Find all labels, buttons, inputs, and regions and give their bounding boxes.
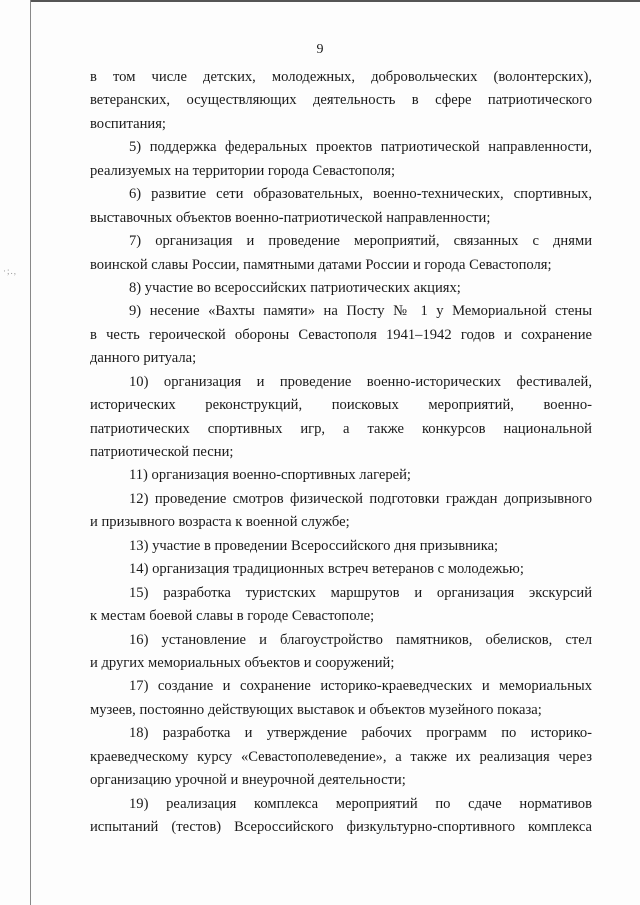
text-line: 18) разработка и утверждение рабочих программ по историко- <box>129 725 592 742</box>
text-line: в том числе детских, молодежных, добровольческих (волонтерских), <box>90 69 592 85</box>
text-line: и призывного возраста к военной службе; <box>90 514 350 531</box>
text-line: 10) организация и проведение военно-исторических фестивалей, <box>129 373 592 390</box>
text-line: к местам боевой славы в городе Севастополе; <box>90 608 375 625</box>
text-line: 5) поддержка федеральных проектов патриотической направленности, <box>129 139 592 156</box>
text-line: воспитания; <box>90 115 166 132</box>
text-line: данного ритуала; <box>90 350 197 367</box>
page-number: 9 <box>316 42 324 57</box>
text-line: музеев, постоянно действующих выставок и объектов музейного показа; <box>90 701 542 718</box>
text-line: 12) проведение смотров физической подготовки граждан допризывного <box>129 490 592 507</box>
text-line: ветеранских, осуществляющих деятельность в сфере патриотического <box>90 92 592 109</box>
text-line: 14) организация традиционных встреч ветеранов с молодежью; <box>129 561 524 578</box>
text-line: 15) разработка туристских маршрутов и организация экскурсий <box>129 584 592 601</box>
text-line: организацию урочной и внеурочной деятельности; <box>90 772 406 789</box>
text-line: реализуемых на территории города Севастополя; <box>90 162 396 179</box>
text-line: 19) реализация комплекса мероприятий по сдаче нормативов <box>129 795 592 812</box>
text-line: выставочных объектов военно-патриотической направленности; <box>90 209 491 226</box>
document-body <box>90 66 592 839</box>
text-line: воинской славы России, памятными датами России и города Севастополя; <box>90 256 552 273</box>
text-line: краеведческому курсу «Севастополеведение», а также их реализация через <box>90 748 592 765</box>
text-line: 9) несение «Вахты памяти» на Посту № 1 у Мемориальной стены <box>129 303 592 320</box>
text-line: 16) установление и благоустройство памятников, обелисков, стел <box>129 631 592 648</box>
scan-top-edge <box>30 0 640 2</box>
text-line: в честь героической обороны Севастополя 1941–1942 годов и сохранение <box>90 326 592 343</box>
margin-mark: ·;., <box>3 266 17 276</box>
text-line: и других мемориальных объектов и сооружений; <box>90 654 395 671</box>
text-line: 6) развитие сети образовательных, военно-технических, спортивных, <box>129 186 592 203</box>
text-line: патриотических спортивных игр, а также конкурсов национальной <box>90 420 592 437</box>
text-line: испытаний (тестов) Всероссийского физкультурно-спортивного комплекса <box>90 819 592 835</box>
text-line: патриотической песни; <box>90 444 234 460</box>
scan-left-edge <box>30 0 31 905</box>
text-line: исторических реконструкций, поисковых мероприятий, военно- <box>90 397 592 414</box>
text-line: 13) участие в проведении Всероссийского дня призывника; <box>129 537 499 554</box>
text-line: 17) создание и сохранение историко-краеведческих и мемориальных <box>129 678 592 695</box>
text-line: 7) организация и проведение мероприятий, связанных с днями <box>129 233 592 250</box>
text-line: 8) участие во всероссийских патриотических акциях; <box>129 279 461 296</box>
text-line: 11) организация военно-спортивных лагерей; <box>129 467 411 484</box>
